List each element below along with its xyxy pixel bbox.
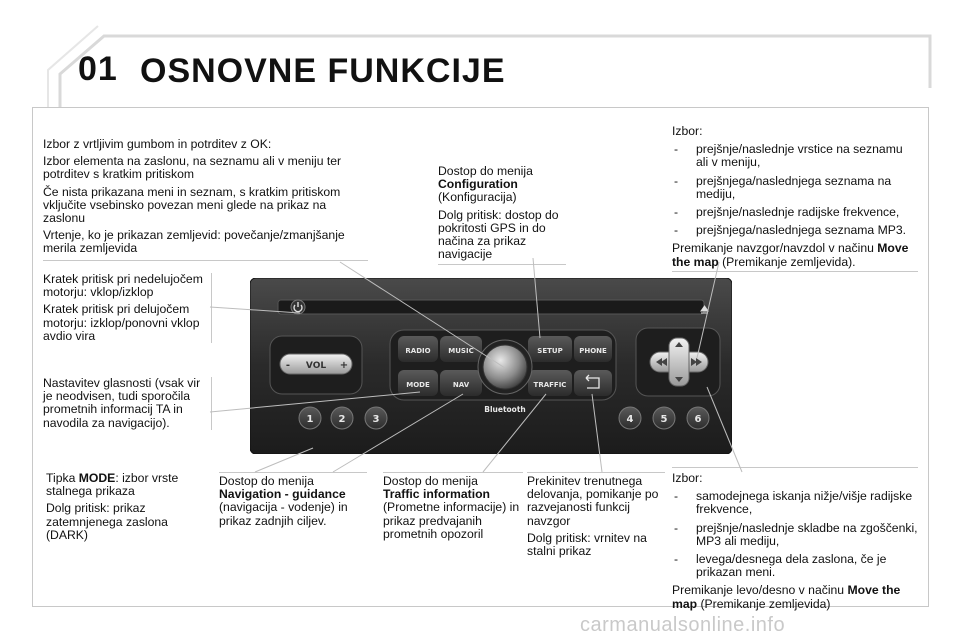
- svg-text:6: 6: [694, 414, 702, 425]
- preset-2[interactable]: [331, 407, 353, 429]
- volume-control[interactable]: [280, 354, 352, 374]
- preset-1[interactable]: [299, 407, 321, 429]
- list-item: - prejšnjega/naslednjega seznama MP3.: [674, 223, 907, 238]
- svg-text:4: 4: [626, 414, 634, 425]
- svg-text:-: -: [285, 360, 291, 371]
- up-down-description: Izbor: - prejšnje/naslednje vrstice na seznamu ali v meniju, - prejšnjega/naslednjega seznama na mediju, - prejšnje/naslednje radijske frekvence, - prejšnjega/naslednjega seznama MP3. Premikanje navzgor/navzdol v načinu Move the map (Premikanje zemljevida).: [672, 125, 918, 272]
- setup-description: Dostop do menija Configuration (Konfiguracija) Dolg pritisk: dostop do pokritosti GPS in do načina za prikaz navigacije: [438, 165, 566, 265]
- traffic-description: Dostop do menija Traffic information (Prometne informacije) in prikaz predvajanih prometnih opozoril: [383, 472, 523, 541]
- list-item: - levega/desnega dela zaslona, če je prikazan meni.: [674, 552, 887, 580]
- watermark: carmanualsonline.info: [580, 614, 786, 636]
- list-item: - samodejnega iskanja nižje/višje radijske frekvence,: [674, 489, 913, 517]
- traffic-button[interactable]: [528, 370, 572, 396]
- svg-text:RADIO: RADIO: [405, 347, 431, 355]
- power-description: Kratek pritisk pri nedelujočem motorju: vklop/izklop Kratek pritisk pri delujočem motorju: izklop/ponovni vklop avdio vira: [43, 273, 212, 343]
- back-button[interactable]: [574, 370, 612, 396]
- page-title: OSNOVNE FUNKCIJE: [140, 52, 506, 90]
- up-down-list: [672, 143, 918, 237]
- cd-slot: [278, 300, 704, 314]
- left-right-description: Izbor: - samodejnega iskanja nižje/višje radijske frekvence, - prejšnje/naslednje skladbe na zgoščenki, MP3 ali mediju, - levega/desnega dela zaslona, če je prikazan meni. Premikanje levo/desno v načinu Move the map (Premikanje zemljevida): [672, 467, 918, 611]
- page-header: [0, 0, 960, 110]
- preset-4[interactable]: [619, 407, 641, 429]
- svg-text:+: +: [339, 360, 349, 371]
- rotary-knob[interactable]: [478, 340, 532, 394]
- preset-5[interactable]: [653, 407, 675, 429]
- nav-description: Dostop do menija Navigation - guidance (navigacija - vodenje) in prikaz zadnjih ciljev.: [219, 472, 367, 528]
- preset-3[interactable]: [365, 407, 387, 429]
- svg-text:TRAFFIC: TRAFFIC: [533, 381, 567, 389]
- bluetooth-label: Bluetooth: [484, 405, 526, 414]
- nav-button[interactable]: [440, 370, 482, 396]
- volume-description: Nastavitev glasnosti (vsak vir je neodvisen, tudi sporočila prometnih informacij TA in navodila za navigacijo).: [43, 377, 212, 430]
- mode-description: Tipka MODE: izbor vrste stalnega prikaza Dolg pritisk: prikaz zatemnjenega zaslona (DARK): [46, 471, 179, 542]
- svg-text:NAV: NAV: [452, 381, 470, 389]
- phone-button[interactable]: [574, 336, 612, 362]
- list-item: - prejšnje/naslednje vrstice na seznamu ali v meniju,: [674, 142, 903, 170]
- svg-text:5: 5: [660, 414, 668, 425]
- svg-text:1: 1: [306, 414, 314, 425]
- svg-text:MODE: MODE: [406, 381, 430, 389]
- svg-text:PHONE: PHONE: [579, 347, 607, 355]
- radio-head-unit: [250, 278, 732, 454]
- list-item: - prejšnjega/naslednjega seznama na mediju,: [674, 173, 892, 201]
- svg-text:SETUP: SETUP: [537, 347, 563, 355]
- back-description: Prekinitev trenutnega delovanja, pomikanje po razvejanosti funkcij navzgor Dolg pritisk: vrnitev na stalni prikaz: [527, 472, 665, 558]
- svg-text:2: 2: [338, 414, 346, 425]
- svg-text:3: 3: [372, 414, 380, 425]
- radio-panel-graphic: [250, 278, 732, 454]
- list-item: - prejšnje/naslednje radijske frekvence,: [674, 205, 900, 220]
- left-right-list: [672, 490, 918, 579]
- setup-button[interactable]: [528, 336, 572, 362]
- power-button[interactable]: [291, 300, 305, 314]
- list-item: - prejšnje/naslednje skladbe na zgoščenki, MP3 ali mediju,: [674, 520, 918, 548]
- rotary-knob-description: Izbor z vrtljivim gumbom in potrditev z OK: Izbor elementa na zaslonu, na seznamu ali v meniju ter potrditev s kratkim pritiskom Če nista prikazana meni in seznam, s kratkim pritiskom vključite vsebinsko povezan meni glede na prikaz na zaslonu Vrtenje, ko je prikazan zemljevid: povečanje/zmanjšanje merila zemljevida: [43, 138, 368, 261]
- svg-text:MUSIC: MUSIC: [448, 347, 474, 355]
- radio-button[interactable]: [398, 336, 438, 362]
- svg-text:VOL: VOL: [305, 361, 327, 371]
- mode-button[interactable]: [398, 370, 438, 396]
- chapter-number: 01: [78, 50, 118, 88]
- preset-6[interactable]: [687, 407, 709, 429]
- music-button[interactable]: [440, 336, 482, 362]
